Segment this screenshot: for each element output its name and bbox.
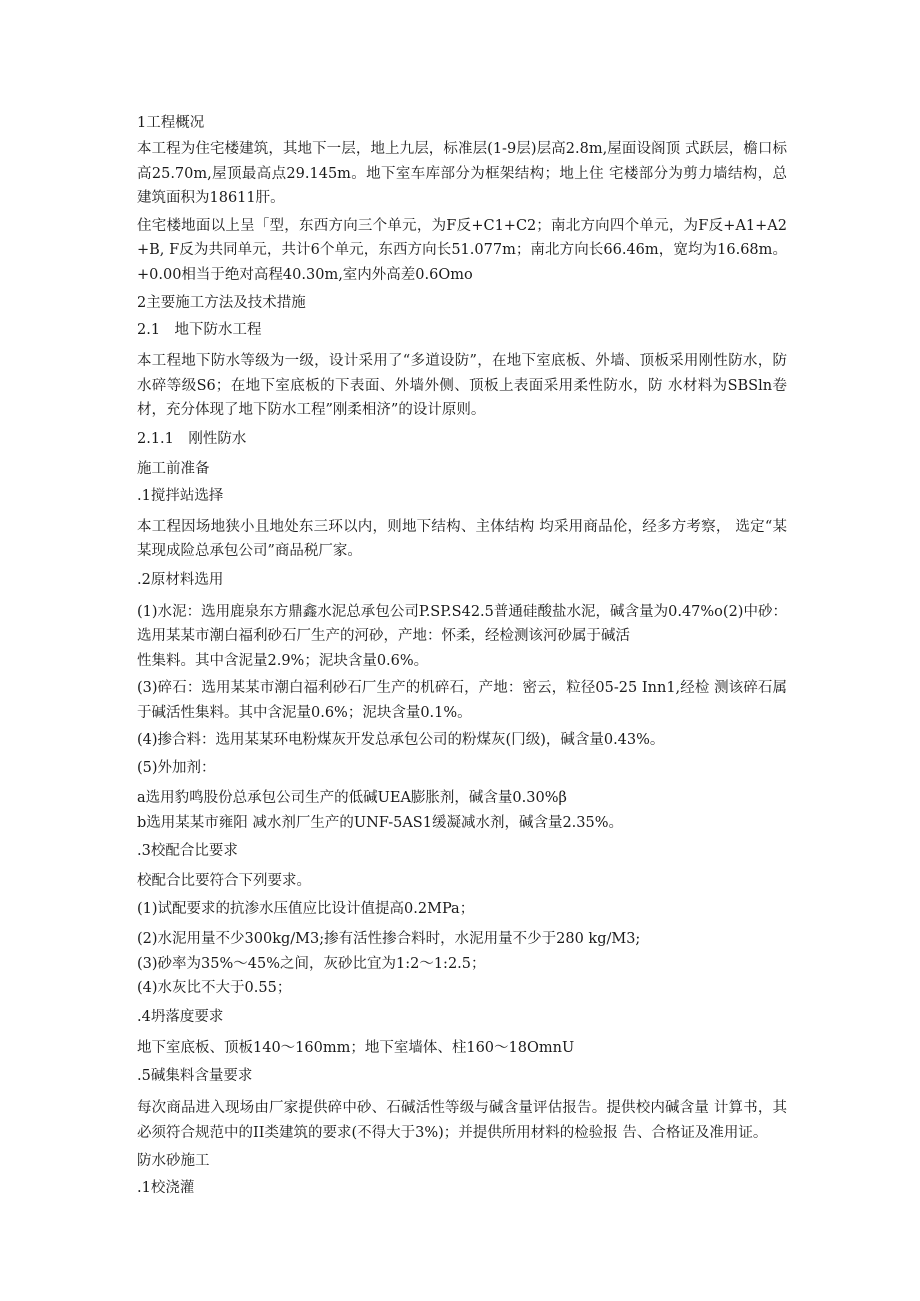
document-page	[137, 110, 787, 1202]
waterproof-mortar-title: 防水砂施工	[137, 1153, 210, 1169]
section-2-1-1-title: 2.1.1 刚性防水	[137, 430, 247, 447]
subsection-3-item-1: (1)试配要求的抗渗水压值应比设计值提高0.2MPa；	[137, 900, 475, 917]
waterproof-subsection-1-title: .1校浇灌	[137, 1180, 195, 1196]
subsection-2-title: .2原材料选用	[137, 571, 224, 588]
subsection-5-title: .5碱集料含量要求	[137, 1068, 253, 1084]
subsection-2-paragraph-1: (1)水泥：选用鹿泉东方鼎鑫水泥总承包公司P.SP.S42.5普通硅酸盐水泥，碱含量为0.47%o(2)中砂：选用某某市潮白福利砂石厂生产的河砂，产地：怀柔，经检测该河砂属于碱活	[137, 603, 787, 644]
subsection-2-paragraph-3: (4)掺合料：选用某某环电粉煤灰开发总承包公司的粉煤灰(冂级)，碱含量0.43%。	[137, 732, 665, 748]
subsection-2-paragraph-5: a选用豹鸣股份总承包公司生产的低碱UEA膨胀剂，碱含量0.30%β	[137, 790, 567, 806]
subsection-2-paragraph-6: b选用某某市雍阳 减水剂厂生产的UNF-5AS1缓凝减水剂，碱含量2.35%。	[137, 814, 624, 831]
subsection-4-paragraph: 地下室底板、顶板140～160mm；地下室墙体、柱160～18OmnU	[137, 1039, 575, 1056]
subsection-5-paragraph: 每次商品进入现场由厂家提供碎中砂、石碱活性等级与碱含量评估报告。提供校内碱含量 计算书，其必须符合规范中的II类建筑的要求(不得大于3%)；并提供所用材料的检验报 告、合格证及准用证。	[137, 1100, 787, 1141]
subsection-3-intro: 校配合比要符合下列要求。	[137, 873, 311, 889]
subsection-1-title: .1搅拌站选择	[137, 487, 224, 504]
subsection-3-item-2: (2)水泥用量不少300kg∕M3;掺有活性掺合料时，水泥用量不少于280 kg∕M3;	[137, 931, 641, 947]
section-2-1-title: 2.1 地下防水工程	[137, 322, 262, 338]
subsection-3-item-4: (4)水灰比不大于0.55；	[137, 980, 292, 996]
subsection-2-paragraph-1-cont: 性集料。其中含泥量2.9%；泥块含量0.6%。	[137, 652, 429, 669]
subsection-2-paragraph-2: (3)碎石：选用某某市潮白福利砂石厂生产的机碎石，产地：密云，粒径05-25 Inn1,经检 测该碎石属于碱活性集料。其中含泥量0.6%；泥块含量0.1%。	[137, 680, 787, 721]
section-1-paragraph-1: 本工程为住宅楼建筑，其地下一层，地上九层，标准层(1-9层)层高2.8m,屋面设阁顶 式跃层，檐口标高25.70m,屋顶最高点29.145m。地下室车库部分为框架结构；地上住 宅楼部分为剪力墙结构，总建筑面积为18611肝。	[137, 141, 787, 206]
subsection-3-item-3: (3)砂率为35%～45%之间，灰砂比宜为1:2～1:2.5；	[137, 955, 486, 972]
section-2-1-paragraph: 本工程地下防水等级为一级，设计采用了“多道设防”，在地下室底板、外墙、顶板采用刚性防水，防水碎等级S6；在地下室底板的下表面、外墙外侧、顶板上表面采用柔性防水，防 水材料为SBSln卷材，充分体现了地下防水工程”刚柔相济”的设计原则。	[137, 353, 787, 418]
preparation-title: 施工前准备	[137, 460, 210, 477]
subsection-2-paragraph-4: (5)外加剂：	[137, 759, 216, 776]
section-2-title: 2主要施工方法及技术措施	[137, 295, 306, 311]
subsection-4-title: .4坍落度要求	[137, 1008, 224, 1025]
subsection-3-title: .3校配合比要求	[137, 843, 238, 859]
subsection-1-paragraph: 本工程因场地狭小且地处东三环以内，则地下结构、主体结构 均采用商品伦，经多方考察， 选定“某某现成险总承包公司”商品税厂家。	[137, 518, 787, 559]
section-1-title: 1工程概况	[137, 115, 205, 131]
section-1-paragraph-2: 住宅楼地面以上呈「型，东西方向三个单元，为F反+C1+C2；南北方向四个单元，为F反+A1+A2+B, F反为共同单元，共计6个单元，东西方向长51.077m；南北方向长66.46m，宽均为16.68m。+0.00相当于绝对高程40.30m,室内外高差0.6Omo	[137, 217, 787, 283]
